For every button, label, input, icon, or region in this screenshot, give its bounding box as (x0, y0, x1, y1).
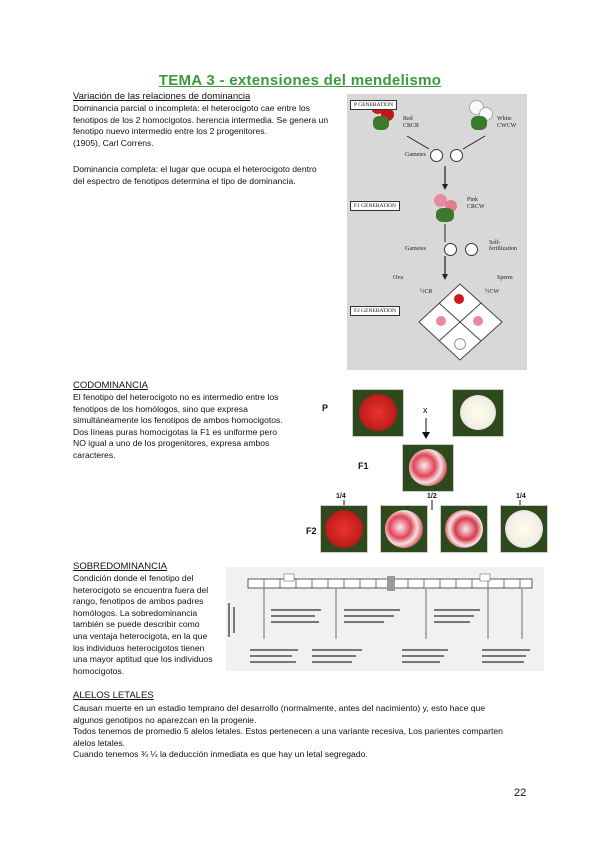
paragraph-codominancia (73, 392, 303, 462)
ova-half-r: ½CR (420, 289, 433, 295)
spectrum-axis (226, 567, 544, 671)
section-heading-alelos-letales: ALELOS LETALES (73, 690, 154, 701)
f2-white-flower (454, 338, 466, 350)
text-line: Dominancia completa: el lugar que ocupa el heterocigoto dentro (73, 164, 317, 174)
paragraph-dominancia-completa (73, 164, 351, 187)
text-line: Dominancia parcial o incompleta: el heterocigoto cae entre los (73, 103, 310, 113)
text-line: Condición donde el fenotipo del (73, 573, 194, 583)
sperm-half-w: ½CW (485, 289, 500, 295)
text-line: una ventaja heterocigota, en la que (73, 630, 208, 641)
pink-genotype: CRCW (467, 204, 485, 210)
f2-white-camellia (500, 505, 548, 553)
ova-label: Ova (393, 275, 403, 281)
text-line: Cuando tenemos ¾ ¼ la deducción inmediata es que hay un letal segregado. (73, 749, 368, 760)
text-line: rango, fenotipos de ambos padres (73, 596, 204, 607)
gametes-f1-label: Gametes (405, 246, 426, 252)
paragraph-sobredominancia (73, 573, 221, 677)
white-camellia (452, 389, 504, 437)
gamete-w (450, 149, 463, 162)
text-line: fenotipos de los homólogos, sino que expresa (73, 403, 248, 414)
text-line: homocigotos. (73, 665, 125, 676)
red-camellia (352, 389, 404, 437)
p-label: P (322, 403, 329, 413)
text-line: homólogos. La sobredominancia (73, 607, 198, 618)
text-line: del espectro de fenotipos determina el tipo de dominancia. (73, 175, 296, 186)
ratio-quarter-right: 1/4 (516, 493, 526, 500)
f2-red-camellia (320, 505, 368, 553)
f1-gamete-w (465, 243, 478, 256)
white-label: White (497, 116, 512, 122)
cross-symbol: x (423, 405, 428, 415)
f2-red-flower (454, 294, 464, 304)
text-line: una mayor aptitud que los individuos (73, 654, 213, 665)
white-genotype: CWCW (497, 123, 517, 129)
dominance-spectrum-figure (226, 567, 544, 671)
text-line: los individuos heterocigotos tienen (73, 642, 205, 653)
text-line: Todos tenemos de promedio 5 alelos letales. Estos pertenecen a una variante recesiva, Los parientes comparten (73, 726, 503, 737)
text-line: caracteres. (73, 449, 116, 460)
red-label: Red (403, 116, 413, 122)
cross-arrow (420, 418, 432, 440)
text-line: fenotipo nuevo intermedio entre los 2 progenitores. (73, 126, 267, 137)
text-line: (1905), Carl Correns. (73, 137, 154, 148)
figure-arrows (347, 94, 527, 370)
incomplete-dominance-figure (347, 94, 527, 370)
text-line: NO igual a uno de los progenitores, expresa ambos (73, 438, 270, 449)
text-line: heterocigoto se encuentra fuera del (73, 584, 209, 595)
red-genotype: CRCR (403, 123, 420, 129)
f2-label: F2 (306, 526, 317, 536)
paragraph-alelos-letales (73, 703, 543, 761)
pink-label: Pink (467, 197, 479, 203)
paragraph-dominancia-parcial (73, 103, 345, 149)
section-heading-codominancia: CODOMINANCIA (73, 380, 148, 391)
f2-variegated-camellia (380, 505, 428, 553)
text-line: algunos genotipos no aparezcan en la progenie. (73, 714, 257, 725)
f1-variegated-camellia (402, 444, 454, 492)
sperm-label: Sperm (497, 275, 513, 281)
ratio-half: 1/2 (427, 493, 437, 500)
text-line: simultáneamente los fenotipos de ambos homocigotos. (73, 415, 283, 426)
text-line: también se puede describir como (73, 619, 200, 630)
text-line: fenotipos de los 2 homocigotos. herencia intermedia. Se genera un (73, 114, 329, 125)
section-heading-sobredominancia: SOBREDOMINANCIA (73, 561, 167, 572)
text-line: Dos líneas puras homocigotas la F1 es uniforme pero (73, 426, 277, 437)
white-plant (465, 98, 495, 132)
f2-variegated-camellia (440, 505, 488, 553)
text-line: Causan muerte en un estadio temprano del desarrollo (normalmente, antes del nacimiento) y, esto hace que (73, 703, 486, 713)
ratio-quarter-left: 1/4 (336, 493, 346, 500)
f1-generation-label: F1 GENERATION (350, 201, 400, 211)
f2-generation-label: F2 GENERATION (350, 306, 400, 316)
page-title: TEMA 3 - extensiones del mendelismo (158, 72, 442, 89)
section-heading-dominancia: Variación de las relaciones de dominancia (73, 91, 251, 102)
gametes-label: Gametes (405, 152, 426, 158)
f1-gamete-r (444, 243, 457, 256)
text-line: alelos letales. (73, 737, 126, 748)
page-number: 22 (514, 787, 527, 799)
pink-plant (431, 192, 461, 224)
self-fertilization-label: Self-fertilization (489, 240, 517, 252)
f2-pink-flower (436, 316, 446, 326)
gamete-r (430, 149, 443, 162)
f2-pink-flower (473, 316, 483, 326)
p-generation-label: P GENERATION (350, 100, 397, 110)
text-line: El fenotipo del heterocigoto no es intermedio entre los (73, 392, 279, 402)
f1-label: F1 (358, 461, 369, 471)
